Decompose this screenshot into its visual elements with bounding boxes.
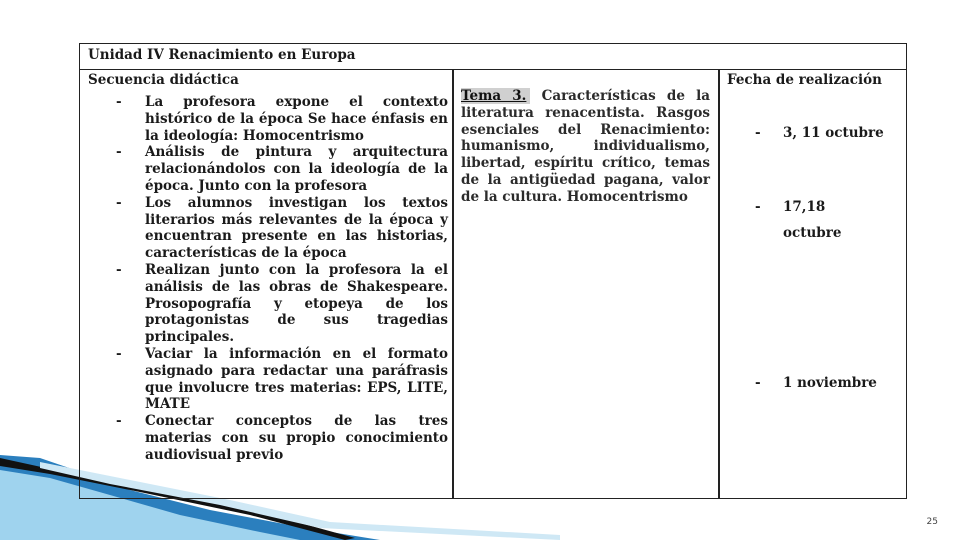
- column-divider: [452, 70, 454, 498]
- unit-row: [80, 44, 906, 70]
- sequence-step: - Vaciar la información en el formato asignado para redactar una paráfrasis que involucre tres materias: EPS, LITE, MATE: [116, 345, 448, 413]
- slide-number: 25: [926, 517, 938, 527]
- topic-label: Tema 3.: [461, 88, 530, 104]
- sequence-step: - Los alumnos investigan los textos literarios más relevantes de la época y encuentran presente en las historias, características de la época: [116, 194, 448, 262]
- topic-column: [461, 88, 710, 206]
- date-item: octubre: [783, 225, 842, 241]
- sequence-step: - Conectar conceptos de las tres materias con su propio conocimiento audiovisual previo: [116, 413, 448, 463]
- sequence-column: [88, 72, 448, 464]
- sequence-step: - Realizan junto con la profesora la el análisis de las obras de Shakespeare. Prosopografía y etopeya de los protagonistas de sus tragedias principales.: [116, 261, 448, 346]
- sequence-step: - La profesora expone el contexto histórico de la época Se hace énfasis en la ideología: Homocentrismo: [116, 94, 448, 144]
- column-divider: [718, 70, 720, 498]
- unit-title: Unidad IV Renacimiento en Europa: [88, 47, 356, 63]
- date-item: - 1 noviembre: [755, 375, 877, 391]
- sequence-header: Secuencia didáctica: [88, 72, 239, 88]
- date-item: - 17,18: [755, 199, 826, 215]
- lesson-plan-table: [79, 43, 907, 499]
- date-item: - 3, 11 octubre: [755, 125, 884, 141]
- topic-text: Características de la literatura renacentista. Rasgos esenciales del Renacimiento: humanismo, individualismo, libertad, espíritu crítico, temas de la antigüedad pagana, valor de la cultura. Homocentrismo: [461, 88, 710, 205]
- dates-header: Fecha de realización: [727, 72, 882, 88]
- dates-column: [727, 72, 907, 391]
- sequence-step: - Análisis de pintura y arquitectura relacionándolos con la ideología de la época. Junto con la profesora: [116, 144, 448, 194]
